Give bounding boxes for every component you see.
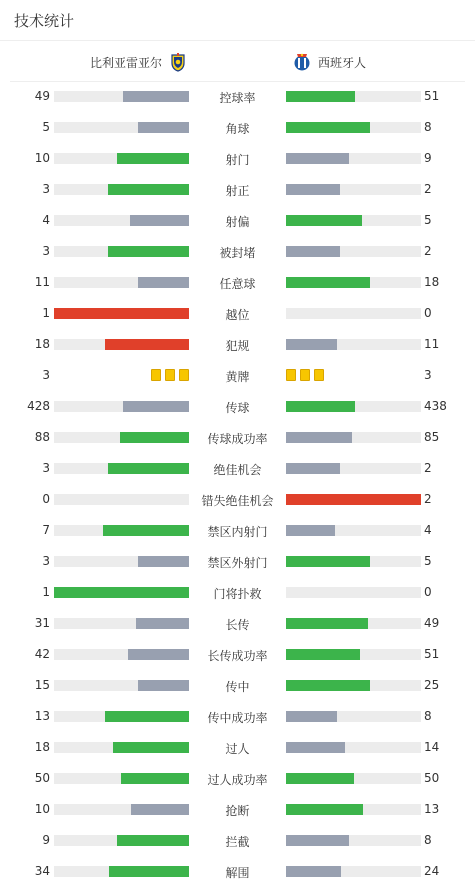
home-stat-bar-track: [54, 184, 189, 195]
stat-label: 任意球: [219, 277, 256, 291]
yellow-card-icon: [314, 369, 324, 381]
away-stat-bar-fill: [286, 649, 360, 660]
home-stat-value: 3: [42, 244, 50, 258]
home-stat-bar-track: [54, 711, 189, 722]
home-stat-bar-track: [54, 339, 189, 350]
stat-row: [0, 639, 475, 670]
away-stat-bar-fill: [286, 91, 355, 102]
away-stat-value: 2: [424, 492, 432, 506]
home-stat-value: 49: [34, 89, 50, 103]
home-stat-bar-fill: [105, 711, 189, 722]
stat-row: [0, 174, 475, 205]
home-stat-bar-track: [54, 463, 189, 474]
stat-label: 错失绝佳机会: [201, 494, 274, 508]
stat-row: [0, 825, 475, 856]
stat-label: 射正: [225, 184, 250, 198]
stat-row: [0, 422, 475, 453]
away-stat-bar-track: [286, 618, 421, 629]
stat-label: 射偏: [225, 215, 250, 229]
home-stat-value: 1: [42, 306, 50, 320]
home-stat-bar-track: [54, 277, 189, 288]
stat-label: 控球率: [219, 91, 256, 105]
away-stat-bar-track: [286, 432, 421, 443]
home-stat-value: 3: [42, 182, 50, 196]
away-stat-bar-fill: [286, 773, 354, 784]
away-stat-bar-track: [286, 308, 421, 319]
stat-label: 过人成功率: [207, 773, 268, 787]
away-stat-bar-fill: [286, 494, 421, 505]
home-stat-bar-fill: [136, 618, 189, 629]
stat-row: [0, 577, 475, 608]
away-stat-value: 51: [424, 89, 440, 103]
stat-label: 传中: [225, 680, 250, 694]
home-stat-value: 0: [42, 492, 50, 506]
stat-row: [0, 763, 475, 794]
away-stat-bar-fill: [286, 618, 368, 629]
home-stat-value: 31: [34, 616, 50, 630]
home-stat-value: 10: [34, 802, 50, 816]
home-stat-bar-track: [54, 835, 189, 846]
away-stat-bar-track: [286, 339, 421, 350]
home-stat-value: 10: [34, 151, 50, 165]
away-stat-bar-track: [286, 680, 421, 691]
away-stat-bar-fill: [286, 866, 341, 877]
away-stat-bar-track: [286, 246, 421, 257]
home-yellow-cards: [151, 369, 189, 382]
stat-row: [0, 546, 475, 577]
home-stat-bar-fill: [128, 649, 189, 660]
away-stat-value: 0: [424, 306, 432, 320]
home-stat-value: 88: [34, 430, 50, 444]
away-stat-value: 8: [424, 709, 432, 723]
away-stat-bar-track: [286, 804, 421, 815]
stat-row: [0, 670, 475, 701]
away-stat-value: 85: [424, 430, 440, 444]
stat-row: [0, 236, 475, 267]
stat-label: 传球: [225, 401, 250, 415]
away-stat-value: 5: [424, 554, 432, 568]
home-stat-bar-track: [54, 680, 189, 691]
home-stat-value: 3: [42, 554, 50, 568]
home-stat-bar-fill: [108, 184, 189, 195]
away-stat-bar-track: [286, 122, 421, 133]
home-stat-value: 11: [34, 275, 50, 289]
stat-label: 越位: [225, 308, 250, 322]
stat-label: 长传: [225, 618, 250, 632]
stat-row: [0, 298, 475, 329]
home-stat-bar-fill: [54, 587, 189, 598]
stat-label: 长传成功率: [207, 649, 268, 663]
away-stat-value: 2: [424, 461, 432, 475]
home-team-name: 比利亚雷亚尔: [90, 55, 163, 70]
home-stat-bar-track: [54, 556, 189, 567]
away-stat-bar-fill: [286, 122, 370, 133]
home-stat-value: 3: [42, 461, 50, 475]
away-stat-bar-fill: [286, 401, 355, 412]
home-stat-value: 3: [42, 368, 50, 382]
away-stat-value: 11: [424, 337, 440, 351]
away-stat-value: 50: [424, 771, 440, 785]
stat-row: [0, 329, 475, 360]
away-team-header: [292, 52, 366, 72]
stat-label: 犯规: [225, 339, 250, 353]
away-stat-value: 2: [424, 244, 432, 258]
home-stat-value: 7: [42, 523, 50, 537]
home-stat-bar-fill: [54, 308, 189, 319]
away-team-name: 西班牙人: [318, 55, 367, 70]
stat-label: 被封堵: [219, 246, 256, 260]
stat-row: [0, 143, 475, 174]
away-stat-value: 14: [424, 740, 440, 754]
away-stat-value: 49: [424, 616, 440, 630]
home-stat-bar-fill: [103, 525, 189, 536]
away-stat-bar-track: [286, 525, 421, 536]
home-stat-bar-fill: [117, 153, 189, 164]
away-stat-value: 5: [424, 213, 432, 227]
home-stat-bar-track: [54, 494, 189, 505]
home-stat-bar-track: [54, 432, 189, 443]
home-stat-bar-track: [54, 866, 189, 877]
stat-label: 抢断: [225, 804, 250, 818]
stat-row: [0, 484, 475, 515]
away-stat-bar-fill: [286, 339, 337, 350]
stat-row: [0, 453, 475, 484]
home-stat-bar-track: [54, 773, 189, 784]
away-stat-bar-fill: [286, 711, 337, 722]
stat-label: 射门: [225, 153, 250, 167]
away-stat-bar-fill: [286, 432, 352, 443]
stat-label: 传球成功率: [207, 432, 268, 446]
stat-label: 门将扑救: [213, 587, 262, 601]
home-stat-bar-fill: [108, 246, 189, 257]
home-stat-bar-track: [54, 742, 189, 753]
home-stat-bar-track: [54, 91, 189, 102]
away-stat-bar-track: [286, 556, 421, 567]
stat-row: [0, 732, 475, 763]
away-stat-value: 8: [424, 120, 432, 134]
home-stat-value: 428: [27, 399, 50, 413]
home-stat-value: 42: [34, 647, 50, 661]
away-stat-bar-track: [286, 835, 421, 846]
home-stat-bar-fill: [108, 463, 189, 474]
stat-label: 绝佳机会: [213, 463, 262, 477]
home-stat-value: 5: [42, 120, 50, 134]
away-stat-bar-fill: [286, 525, 335, 536]
home-stat-bar-track: [54, 215, 189, 226]
away-stat-bar-fill: [286, 463, 340, 474]
away-stat-value: 51: [424, 647, 440, 661]
away-stat-bar-fill: [286, 153, 349, 164]
stat-row: [0, 267, 475, 298]
away-stat-value: 8: [424, 833, 432, 847]
away-stat-bar-track: [286, 91, 421, 102]
away-stat-bar-track: [286, 463, 421, 474]
home-stat-bar-fill: [130, 215, 189, 226]
away-stat-value: 4: [424, 523, 432, 537]
home-stat-bar-fill: [138, 680, 189, 691]
home-stat-bar-fill: [123, 91, 189, 102]
away-stat-bar-track: [286, 215, 421, 226]
espanyol-crest-icon: [292, 52, 312, 72]
home-stat-bar-track: [54, 308, 189, 319]
stat-row: [0, 360, 475, 391]
stat-row: [0, 856, 475, 887]
away-stat-bar-track: [286, 742, 421, 753]
yellow-card-icon: [300, 369, 310, 381]
stat-label: 解围: [225, 866, 250, 880]
stat-row: [0, 515, 475, 546]
stat-row: [0, 81, 475, 112]
away-stat-bar-track: [286, 277, 421, 288]
page-title: 技术统计: [14, 12, 75, 30]
away-stat-bar-track: [286, 866, 421, 877]
away-stat-value: 0: [424, 585, 432, 599]
stat-label: 角球: [225, 122, 250, 136]
stat-label: 拦截: [225, 835, 250, 849]
home-stat-bar-track: [54, 525, 189, 536]
home-stat-bar-fill: [121, 773, 189, 784]
home-team-header: [90, 52, 188, 72]
away-stat-value: 3: [424, 368, 432, 382]
home-stat-bar-track: [54, 401, 189, 412]
home-stat-value: 50: [34, 771, 50, 785]
away-stat-bar-fill: [286, 184, 340, 195]
away-stat-bar-fill: [286, 835, 349, 846]
away-yellow-cards: [286, 369, 324, 382]
stat-row: [0, 794, 475, 825]
home-stat-bar-track: [54, 122, 189, 133]
home-stat-bar-fill: [131, 804, 189, 815]
home-stat-bar-track: [54, 153, 189, 164]
away-stat-value: 2: [424, 182, 432, 196]
stat-row: [0, 608, 475, 639]
yellow-card-icon: [286, 369, 296, 381]
away-stat-value: 18: [424, 275, 440, 289]
home-stat-bar-track: [54, 587, 189, 598]
away-stat-value: 25: [424, 678, 440, 692]
away-stat-bar-fill: [286, 804, 363, 815]
stat-label: 传中成功率: [207, 711, 268, 725]
away-stat-bar-track: [286, 184, 421, 195]
stat-row: [0, 205, 475, 236]
away-stat-bar-fill: [286, 680, 370, 691]
home-stat-bar-fill: [120, 432, 189, 443]
away-stat-bar-track: [286, 773, 421, 784]
home-stat-bar-fill: [138, 556, 189, 567]
away-stat-value: 9: [424, 151, 432, 165]
stat-row: [0, 112, 475, 143]
away-stat-bar-track: [286, 587, 421, 598]
stat-row: [0, 701, 475, 732]
home-stat-value: 15: [34, 678, 50, 692]
away-stat-value: 13: [424, 802, 440, 816]
away-stat-bar-track: [286, 711, 421, 722]
home-stat-bar-fill: [138, 277, 189, 288]
away-stat-bar-fill: [286, 742, 345, 753]
stat-label: 过人: [225, 742, 250, 756]
home-stat-bar-track: [54, 246, 189, 257]
away-stat-bar-track: [286, 494, 421, 505]
home-stat-value: 18: [34, 337, 50, 351]
home-stat-value: 9: [42, 833, 50, 847]
home-stat-value: 1: [42, 585, 50, 599]
home-stat-bar-fill: [105, 339, 189, 350]
home-stat-bar-fill: [138, 122, 189, 133]
stat-label: 黄牌: [225, 370, 250, 384]
home-stat-bar-track: [54, 618, 189, 629]
home-stat-value: 18: [34, 740, 50, 754]
away-stat-bar-track: [286, 649, 421, 660]
home-stat-value: 13: [34, 709, 50, 723]
away-stat-bar-fill: [286, 277, 370, 288]
stat-label: 禁区外射门: [207, 556, 268, 570]
away-stat-bar-fill: [286, 556, 370, 567]
away-stat-bar-track: [286, 153, 421, 164]
home-stat-value: 34: [34, 864, 50, 878]
home-stat-bar-fill: [109, 866, 189, 877]
away-stat-value: 24: [424, 864, 440, 878]
home-stat-bar-track: [54, 804, 189, 815]
title-divider: [0, 40, 475, 41]
villarreal-crest-icon: [168, 52, 188, 72]
home-stat-bar-track: [54, 649, 189, 660]
away-stat-bar-fill: [286, 246, 340, 257]
yellow-card-icon: [151, 369, 161, 381]
stat-label: 禁区内射门: [207, 525, 268, 539]
home-stat-bar-fill: [117, 835, 189, 846]
away-stat-value: 438: [424, 399, 447, 413]
away-stat-bar-track: [286, 401, 421, 412]
away-stat-bar-fill: [286, 215, 362, 226]
yellow-card-icon: [179, 369, 189, 381]
home-stat-bar-fill: [113, 742, 189, 753]
stat-row: [0, 391, 475, 422]
home-stat-value: 4: [42, 213, 50, 227]
home-stat-bar-fill: [123, 401, 189, 412]
yellow-card-icon: [165, 369, 175, 381]
